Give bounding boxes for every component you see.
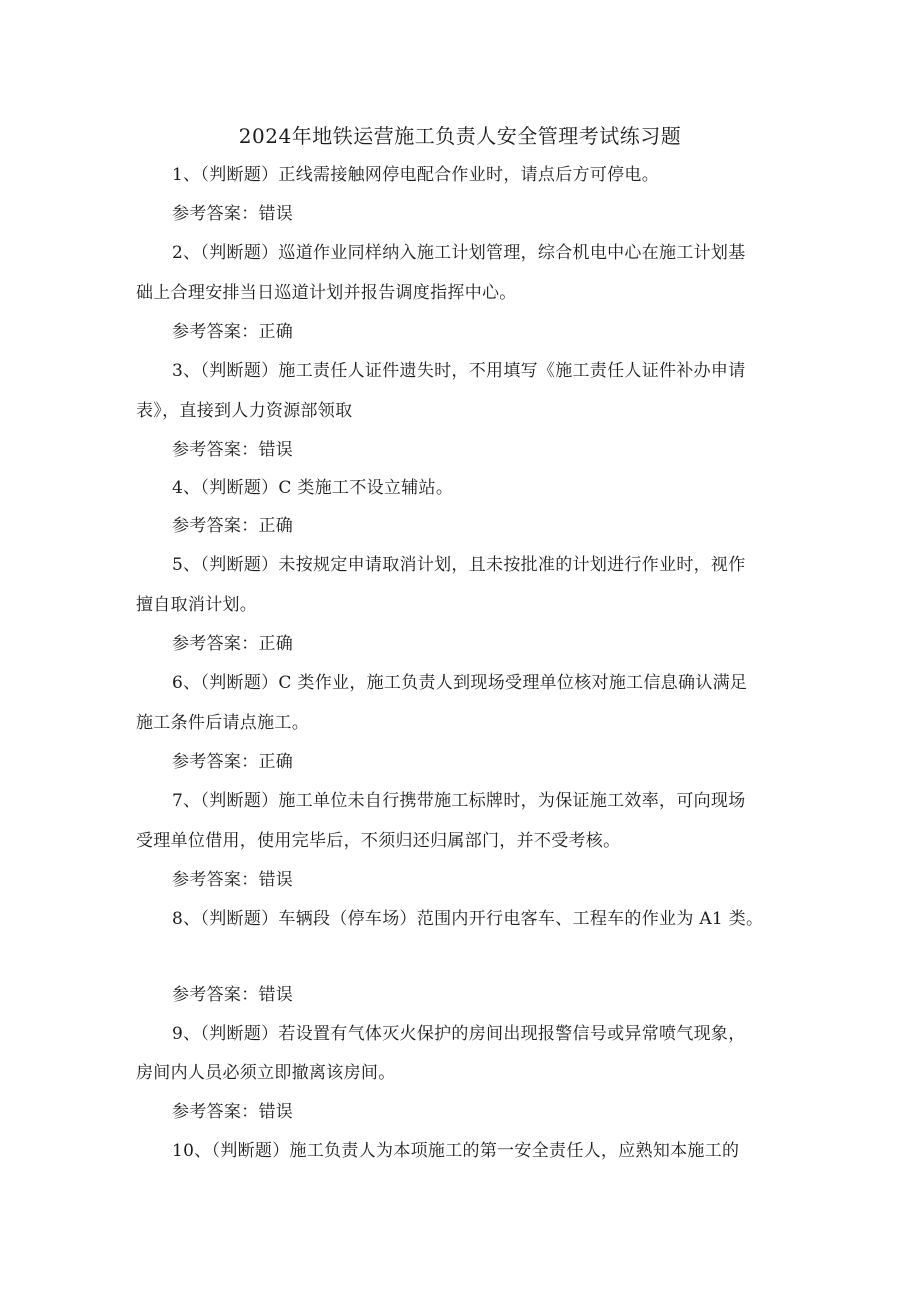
- answer-label: 参考答案：: [172, 440, 259, 460]
- question-9-line-1: 9、（判断题）若设置有气体灭火保护的房间出现报警信号或异常喷气现象，: [172, 1024, 746, 1044]
- question-2-line-1: 2、（判断题）巡道作业同样纳入施工计划管理，综合机电中心在施工计划基: [172, 243, 746, 263]
- question-5-line-2: 擅自取消计划。: [136, 595, 258, 615]
- answer-value: 正确: [258, 516, 294, 536]
- question-9-line-2: 房间内人员必须立即撤离该房间。: [136, 1063, 396, 1083]
- answer-5: [172, 631, 832, 657]
- answer-value: 错误: [258, 1102, 294, 1122]
- question-6-line-1: 6、（判断题）C 类作业，施工负责人到现场受理单位核对施工信息确认满足: [172, 673, 748, 693]
- question-7-line-1: 7、（判断题）施工单位未自行携带施工标牌时，为保证施工效率，可向现场: [172, 791, 746, 811]
- question-7-line-2: 受理单位借用，使用完毕后，不须归还归属部门，并不受考核。: [136, 831, 621, 851]
- question-2-line-2: 础上合理安排当日巡道计划并报告调度指挥中心。: [136, 283, 517, 303]
- question-6-line-2: 施工条件后请点施工。: [136, 713, 309, 733]
- answer-value: 正确: [258, 752, 294, 772]
- question-10-line-1: 10、（判断题）施工负责人为本项施工的第一安全责任人，应熟知本施工的: [172, 1141, 740, 1161]
- answer-7: [172, 867, 832, 893]
- answer-label: 参考答案：: [172, 516, 259, 536]
- question-1-line-1: 1、（判断题）正线需接触网停电配合作业时，请点后方可停电。: [172, 165, 660, 185]
- question-4-line-1: 4、（判断题）C 类施工不设立辅站。: [172, 478, 454, 498]
- answer-2: [172, 319, 832, 345]
- document-title: 2024年地铁运营施工负责人安全管理考试练习题: [238, 124, 682, 148]
- answer-value: 正确: [258, 322, 294, 342]
- answer-value: 错误: [258, 204, 294, 224]
- answer-9: [172, 1099, 832, 1125]
- answer-value: 错误: [258, 870, 294, 890]
- answer-value: 正确: [258, 634, 294, 654]
- answer-label: 参考答案：: [172, 634, 259, 654]
- answer-label: 参考答案：: [172, 752, 259, 772]
- answer-value: 错误: [258, 985, 294, 1005]
- answer-label: 参考答案：: [172, 204, 259, 224]
- answer-4: [172, 513, 832, 539]
- answer-label: 参考答案：: [172, 870, 259, 890]
- answer-value: 错误: [258, 440, 294, 460]
- question-5-line-1: 5、（判断题）未按规定申请取消计划，且未按批准的计划进行作业时，视作: [172, 555, 746, 575]
- answer-3: [172, 437, 832, 463]
- answer-label: 参考答案：: [172, 1102, 259, 1122]
- question-3-line-2: 表》，直接到人力资源部领取: [136, 401, 353, 421]
- answer-8: [172, 982, 832, 1008]
- answer-1: [172, 201, 832, 227]
- answer-label: 参考答案：: [172, 985, 259, 1005]
- question-8-line-1: 8、（判断题）车辆段（停车场）范围内开行电客车、工程车的作业为 A1 类。: [172, 909, 764, 929]
- question-3-line-1: 3、（判断题）施工责任人证件遗失时，不用填写《施工责任人证件补办申请: [172, 361, 746, 381]
- answer-6: [172, 749, 832, 775]
- answer-label: 参考答案：: [172, 322, 259, 342]
